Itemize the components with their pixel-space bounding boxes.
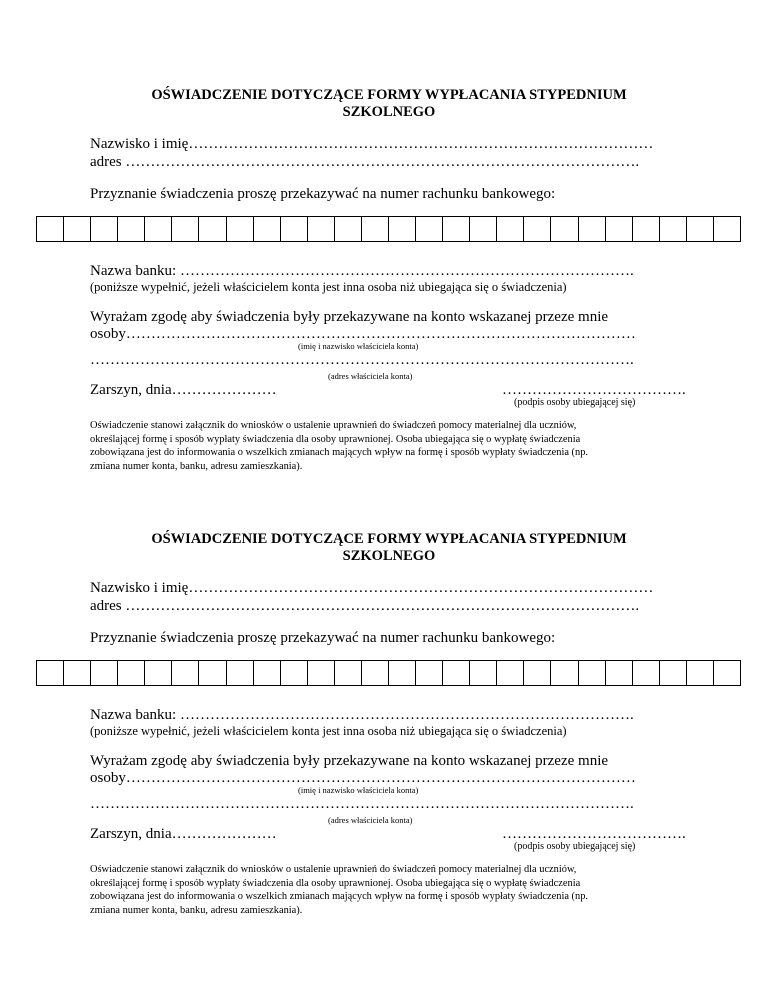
account-digit-box[interactable] <box>551 661 578 685</box>
account-digit-box[interactable] <box>389 661 416 685</box>
account-number-boxes[interactable] <box>36 216 741 242</box>
footer-line: Oświadczenie stanowi załącznik do wniosków o ustalenie uprawnień do świadczeń pomocy materialnej dla uczniów, <box>90 864 577 875</box>
account-digit-box[interactable] <box>308 217 335 241</box>
account-digit-box[interactable] <box>308 661 335 685</box>
account-digit-box[interactable] <box>199 217 226 241</box>
footer-line: Oświadczenie stanowi załącznik do wniosków o ustalenie uprawnień do świadczeń pomocy materialnej dla uczniów, <box>90 420 577 431</box>
form-title <box>90 531 688 565</box>
account-digit-box[interactable] <box>470 217 497 241</box>
account-digit-box[interactable] <box>551 217 578 241</box>
footer-line: określającej formę i sposób wypłaty świadczenia dla osoby uprawnionej. Osoba ubiegająca się o wypłatę świadczenia <box>90 433 581 445</box>
account-digit-box[interactable] <box>118 661 145 685</box>
account-digit-box[interactable] <box>714 661 740 685</box>
form-title-line-1: OŚWIADCZENIE DOTYCZĄCE FORMY WYPŁACANIA STYPEDNIUM <box>151 531 627 547</box>
account-digit-box[interactable] <box>416 217 443 241</box>
bank-name-field[interactable]: Nazwa banku: ………………………………………………………………………………. <box>90 707 634 723</box>
footer-line: zobowiązana jest do informowania o wszelkich zmianach mających wpływ na formę i sposób wypłaty świadczenia (np. <box>90 891 589 902</box>
consent-text: Wyrażam zgodę aby świadczenia były przekazywane na konto wskazanej przeze mnie <box>90 753 609 769</box>
account-digit-box[interactable] <box>714 217 740 241</box>
account-digit-box[interactable] <box>145 217 172 241</box>
account-digit-box[interactable] <box>37 661 64 685</box>
account-digit-box[interactable] <box>633 661 660 685</box>
address-field[interactable]: adres …………………………………………………………………………………………. <box>90 154 640 170</box>
account-digit-box[interactable] <box>497 661 524 685</box>
address-field[interactable]: adres …………………………………………………………………………………………. <box>90 598 640 614</box>
footer-line: zmiana numer konta, banku, adresu zamieszkania). <box>90 460 303 472</box>
account-digit-box[interactable] <box>660 661 687 685</box>
account-digit-box[interactable] <box>64 217 91 241</box>
owner-address-field[interactable]: ………………………………………………………………………………………………. <box>90 352 634 368</box>
place-date-field[interactable]: Zarszyn, dnia………………… <box>90 826 277 842</box>
owner-address-caption: (adres właściciela konta) <box>328 371 413 381</box>
account-digit-box[interactable] <box>335 661 362 685</box>
footer-statement <box>90 419 680 473</box>
form-title-line-2: SZKOLNEGO <box>342 104 436 120</box>
owner-name-field[interactable]: osoby………………………………………………………………………………………… <box>90 770 636 786</box>
account-digit-box[interactable] <box>172 661 199 685</box>
owner-name-field[interactable]: osoby………………………………………………………………………………………… <box>90 326 636 342</box>
owner-name-caption: (imię i nazwisko właściciela konta) <box>298 341 419 351</box>
account-digit-box[interactable] <box>606 661 633 685</box>
form-title-line-2: SZKOLNEGO <box>342 548 436 564</box>
account-digit-box[interactable] <box>497 217 524 241</box>
owner-address-caption: (adres właściciela konta) <box>328 815 413 825</box>
consent-text: Wyrażam zgodę aby świadczenia były przekazywane na konto wskazanej przeze mnie <box>90 309 609 325</box>
account-digit-box[interactable] <box>227 217 254 241</box>
account-prompt: Przyznanie świadczenia proszę przekazywać na numer rachunku bankowego: <box>90 186 556 202</box>
account-digit-box[interactable] <box>199 661 226 685</box>
account-digit-box[interactable] <box>524 661 551 685</box>
account-digit-box[interactable] <box>91 217 118 241</box>
account-digit-box[interactable] <box>37 217 64 241</box>
form-title <box>90 87 688 121</box>
account-digit-box[interactable] <box>606 217 633 241</box>
signature-field[interactable]: ………………………………. <box>502 826 686 842</box>
form-title-line-1: OŚWIADCZENIE DOTYCZĄCE FORMY WYPŁACANIA STYPEDNIUM <box>151 87 627 103</box>
signature-caption: (podpis osoby ubiegającej się) <box>514 841 636 852</box>
account-digit-box[interactable] <box>443 661 470 685</box>
account-digit-box[interactable] <box>443 217 470 241</box>
account-number-boxes[interactable] <box>36 660 741 686</box>
account-digit-box[interactable] <box>64 661 91 685</box>
account-digit-box[interactable] <box>524 217 551 241</box>
account-digit-box[interactable] <box>362 217 389 241</box>
bank-name-field[interactable]: Nazwa banku: ………………………………………………………………………………. <box>90 263 634 279</box>
name-field[interactable]: Nazwisko i imię………………………………………………………………………………… <box>90 580 654 596</box>
account-digit-box[interactable] <box>416 661 443 685</box>
account-digit-box[interactable] <box>660 217 687 241</box>
account-digit-box[interactable] <box>172 217 199 241</box>
account-digit-box[interactable] <box>254 217 281 241</box>
signature-caption: (podpis osoby ubiegającej się) <box>514 397 636 408</box>
account-prompt: Przyznanie świadczenia proszę przekazywać na numer rachunku bankowego: <box>90 630 556 646</box>
footer-statement <box>90 863 680 917</box>
owner-name-caption: (imię i nazwisko właściciela konta) <box>298 785 419 795</box>
bank-note: (poniższe wypełnić, jeżeli właścicielem konta jest inna osoba niż ubiegająca się o świadczenia) <box>90 280 567 294</box>
bank-note: (poniższe wypełnić, jeżeli właścicielem konta jest inna osoba niż ubiegająca się o świadczenia) <box>90 724 567 738</box>
account-digit-box[interactable] <box>335 217 362 241</box>
account-digit-box[interactable] <box>687 217 714 241</box>
signature-field[interactable]: ………………………………. <box>502 382 686 398</box>
account-digit-box[interactable] <box>118 217 145 241</box>
account-digit-box[interactable] <box>362 661 389 685</box>
footer-line: zobowiązana jest do informowania o wszelkich zmianach mających wpływ na formę i sposób wypłaty świadczenia (np. <box>90 447 589 458</box>
account-digit-box[interactable] <box>389 217 416 241</box>
footer-line: zmiana numer konta, banku, adresu zamieszkania). <box>90 904 303 916</box>
footer-line: określającej formę i sposób wypłaty świadczenia dla osoby uprawnionej. Osoba ubiegająca się o wypłatę świadczenia <box>90 877 581 889</box>
name-field[interactable]: Nazwisko i imię………………………………………………………………………………… <box>90 136 654 152</box>
owner-address-field[interactable]: ………………………………………………………………………………………………. <box>90 796 634 812</box>
account-digit-box[interactable] <box>470 661 497 685</box>
account-digit-box[interactable] <box>91 661 118 685</box>
account-digit-box[interactable] <box>281 661 308 685</box>
account-digit-box[interactable] <box>579 661 606 685</box>
account-digit-box[interactable] <box>281 217 308 241</box>
account-digit-box[interactable] <box>579 217 606 241</box>
account-digit-box[interactable] <box>227 661 254 685</box>
account-digit-box[interactable] <box>633 217 660 241</box>
account-digit-box[interactable] <box>254 661 281 685</box>
place-date-field[interactable]: Zarszyn, dnia………………… <box>90 382 277 398</box>
account-digit-box[interactable] <box>145 661 172 685</box>
account-digit-box[interactable] <box>687 661 714 685</box>
